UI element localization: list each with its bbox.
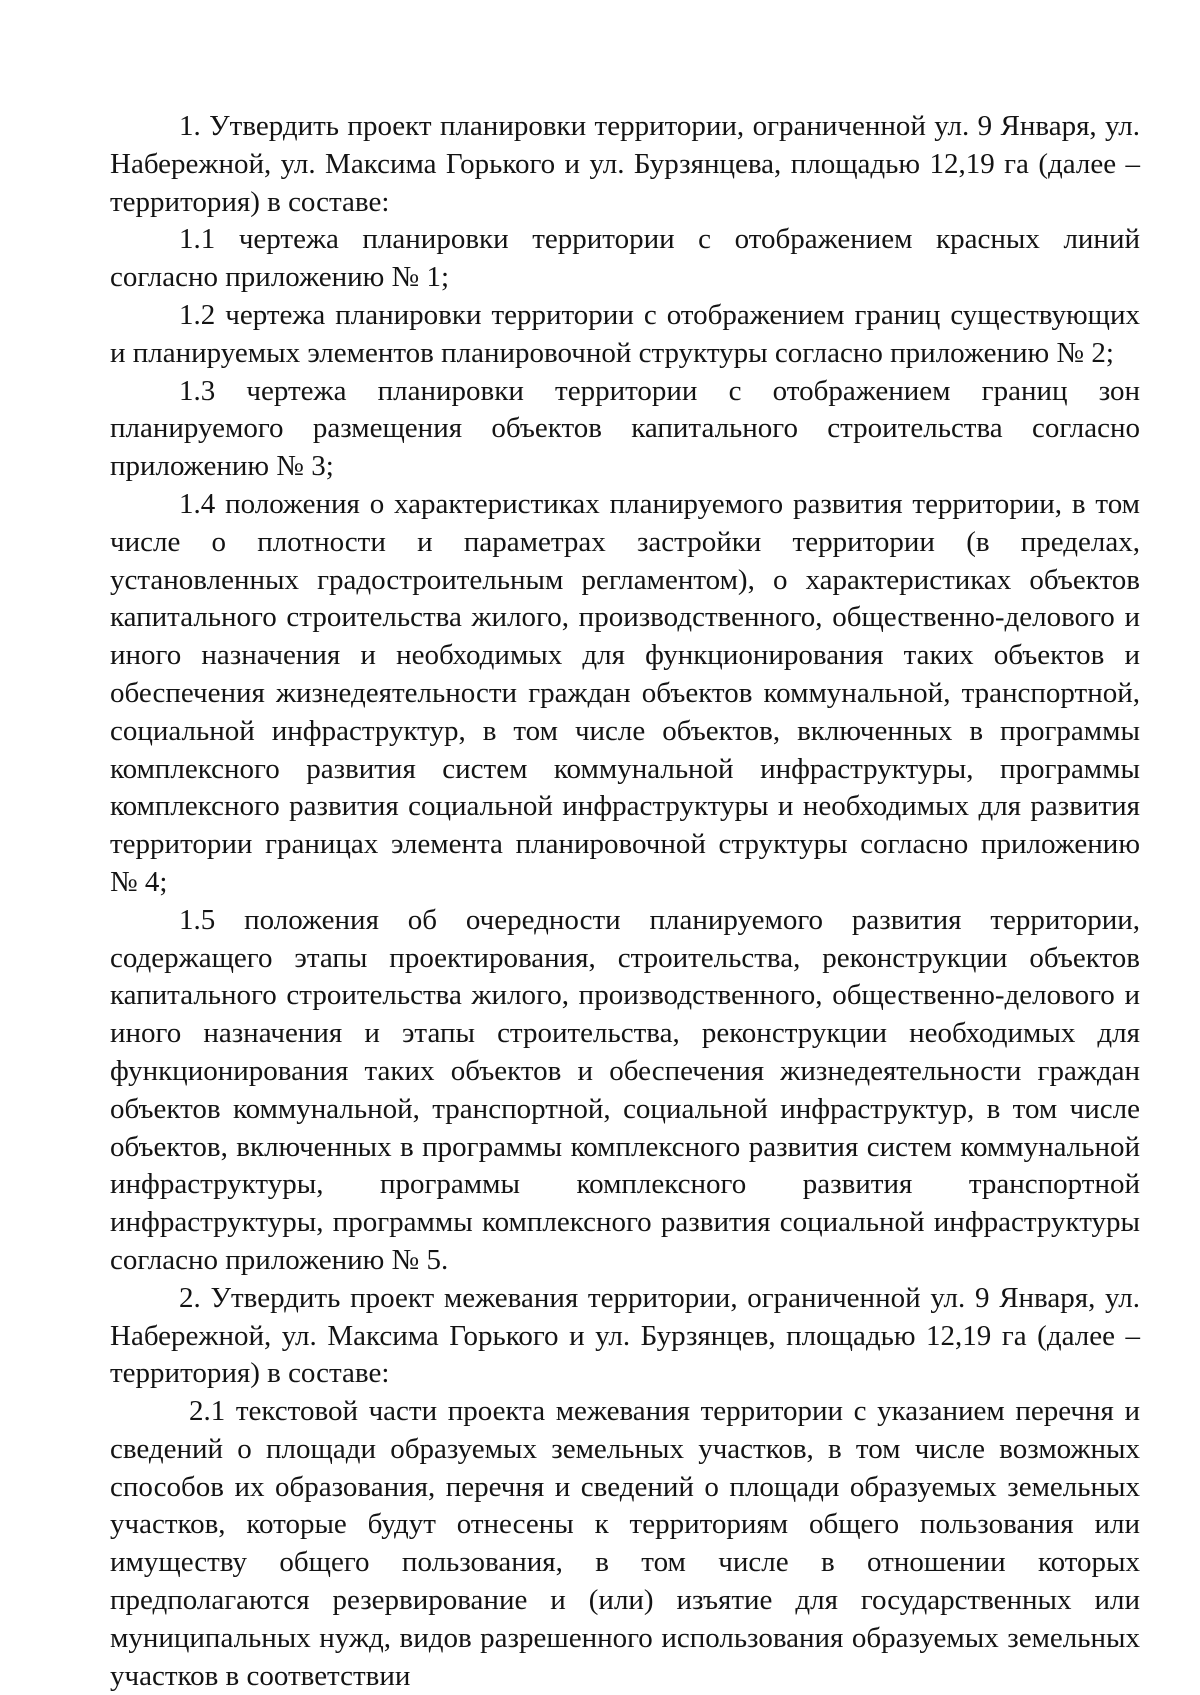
- paragraph-2-1: 2.1 текстовой части проекта межевания территории с указанием перечня и сведений о площади образуемых земельных участков, в том числе возможных способов их образования, перечня и сведений о площади образуемых земельных участков, которые будут отнесены к территориям общего пользования или имуществу общего пользования, в том числе в отношении которых предполагаются резервирование и (или) изъятие для государственных или муниципальных нужд, видов разрешенного использования образуемых земельных участков в соответствии: [110, 1395, 1140, 1692]
- paragraph-1-2: 1.2 чертежа планировки территории с отображением границ существующих и планируемых элементов планировочной структуры согласно приложению № 2;: [110, 298, 1140, 369]
- paragraph-1-3: 1.3 чертежа планировки территории с отображением границ зон планируемого размещения объектов капитального строительства согласно приложению № 3;: [110, 374, 1140, 483]
- paragraph-1-5: 1.5 положения об очередности планируемого развития территории, содержащего этапы проектирования, строительства, реконструкции объектов капитального строительства жилого, производственного, общественно-делового и иного назначения и этапы строительства, реконструкции необходимых для функционирования таких объектов и обеспечения жизнедеятельности граждан объектов коммунальной, транспортной, социальной инфраструктур, в том числе объектов, включенных в программы комплексного развития систем коммунальной инфраструктуры, программы комплексного развития транспортной инфраструктуры, программы комплексного развития социальной инфраструктуры согласно приложению № 5.: [110, 903, 1140, 1276]
- document-body: [110, 108, 1140, 1695]
- paragraph-1-4: 1.4 положения о характеристиках планируемого развития территории, в том числе о плотности и параметрах застройки территории (в пределах, установленных градостроительным регламентом), о характеристиках объектов капитального строительства жилого, производственного, общественно-делового и иного назначения и необходимых для функционирования таких объектов и обеспечения жизнедеятельности граждан объектов коммунальной, транспортной, социальной инфраструктур, в том числе объектов, включенных в программы комплексного развития систем коммунальной инфраструктуры, программы комплексного развития социальной инфраструктуры и необходимых для развития территории границах элемента планировочной структуры согласно приложению № 4;: [110, 487, 1140, 898]
- paragraph-2: 2. Утвердить проект межевания территории, ограниченной ул. 9 Января, ул. Набережной, ул. Максима Горького и ул. Бурзянцев, площадью 12,19 га (далее – территория) в составе:: [110, 1281, 1140, 1390]
- paragraph-1-1: 1.1 чертежа планировки территории с отображением красных линий согласно приложению № 1;: [110, 223, 1140, 294]
- paragraph-1: 1. Утвердить проект планировки территории, ограниченной ул. 9 Января, ул. Набережной, ул. Максима Горького и ул. Бурзянцева, площадью 12,19 га (далее – территория) в составе:: [110, 110, 1140, 218]
